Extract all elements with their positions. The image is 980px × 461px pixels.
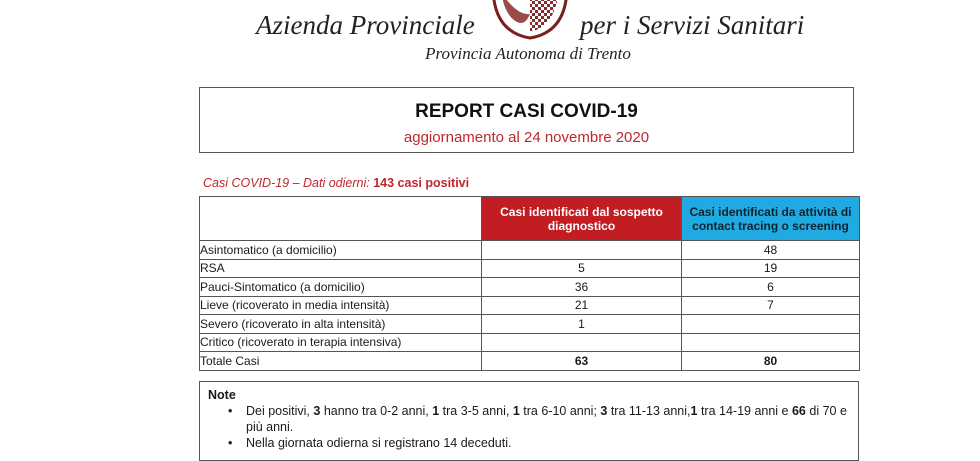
today-positive-count: 143 casi positivi — [373, 176, 470, 190]
row-label: Severo (ricoverato in alta intensità) — [200, 315, 482, 334]
header — [0, 0, 980, 70]
list-item: • Dei positivi, 3 hanno tra 0-2 anni, 1 tra 3-5 anni, 1 tra 6-10 anni; 3 tra 11-13 anni,1 tra 14-19 anni e 66 di 70 e più anni. — [228, 403, 848, 435]
row-label: Critico (ricoverato in terapia intensiva) — [200, 333, 482, 352]
list-item: • Nella giornata odierna si registrano 14 deceduti. — [228, 435, 848, 451]
cell-contact-tracing — [682, 333, 860, 352]
table-row-total — [200, 352, 860, 371]
cell-contact-tracing: 6 — [682, 278, 860, 297]
logo-emblem-icon — [487, 0, 573, 40]
cell-diagnostic: 21 — [482, 296, 682, 315]
cell-diagnostic — [482, 333, 682, 352]
row-label: Asintomatico (a domicilio) — [200, 241, 482, 260]
notes-box — [199, 381, 859, 461]
org-name-left: Azienda Provinciale — [256, 10, 475, 40]
cell-contact-tracing: 7 — [682, 296, 860, 315]
table-header-row — [200, 197, 860, 241]
cell-contact-tracing — [682, 315, 860, 334]
row-label: Pauci-Sintomatico (a domicilio) — [200, 278, 482, 297]
cases-table — [199, 196, 860, 371]
table-row — [200, 296, 860, 315]
report-title: REPORT CASI COVID-19 — [415, 101, 638, 122]
notes-title: Note — [208, 388, 236, 402]
cell-contact-tracing: 19 — [682, 259, 860, 278]
note-count: 1 — [432, 404, 440, 418]
table-row — [200, 241, 860, 260]
table-row — [200, 278, 860, 297]
table-row — [200, 315, 860, 334]
table-row — [200, 333, 860, 352]
note-count: 3 — [313, 404, 321, 418]
note-count: 66 — [791, 404, 806, 418]
org-name-right: per i Servizi Sanitari — [580, 10, 805, 40]
cell-diagnostic: 1 — [482, 315, 682, 334]
today-summary — [203, 176, 469, 190]
cell-diagnostic — [482, 241, 682, 260]
row-label: RSA — [200, 259, 482, 278]
cell-diagnostic: 5 — [482, 259, 682, 278]
header-blank-cell — [200, 197, 482, 241]
table-row — [200, 259, 860, 278]
cell-diagnostic: 36 — [482, 278, 682, 297]
today-summary-label: Casi COVID-19 – Dati odierni: — [203, 176, 370, 190]
row-label: Lieve (ricoverato in media intensità) — [200, 296, 482, 315]
column-header-diagnostic: Casi identificati dal sospetto diagnostico — [482, 197, 682, 241]
report-update-date: aggiornamento al 24 novembre 2020 — [403, 129, 650, 146]
notes-list — [228, 403, 848, 451]
org-subtitle: Provincia Autonoma di Trento — [425, 44, 631, 63]
note-count: 3 — [600, 404, 608, 418]
column-header-contact-tracing: Casi identificati da attività di contact tracing o screening — [682, 197, 860, 241]
row-label: Totale Casi — [200, 352, 482, 371]
note-count: 1 — [690, 404, 698, 418]
cell-contact-tracing: 48 — [682, 241, 860, 260]
report-title-box — [199, 87, 854, 153]
cell-diagnostic: 63 — [482, 352, 682, 371]
note-count: 1 — [512, 404, 520, 418]
cell-contact-tracing: 80 — [682, 352, 860, 371]
